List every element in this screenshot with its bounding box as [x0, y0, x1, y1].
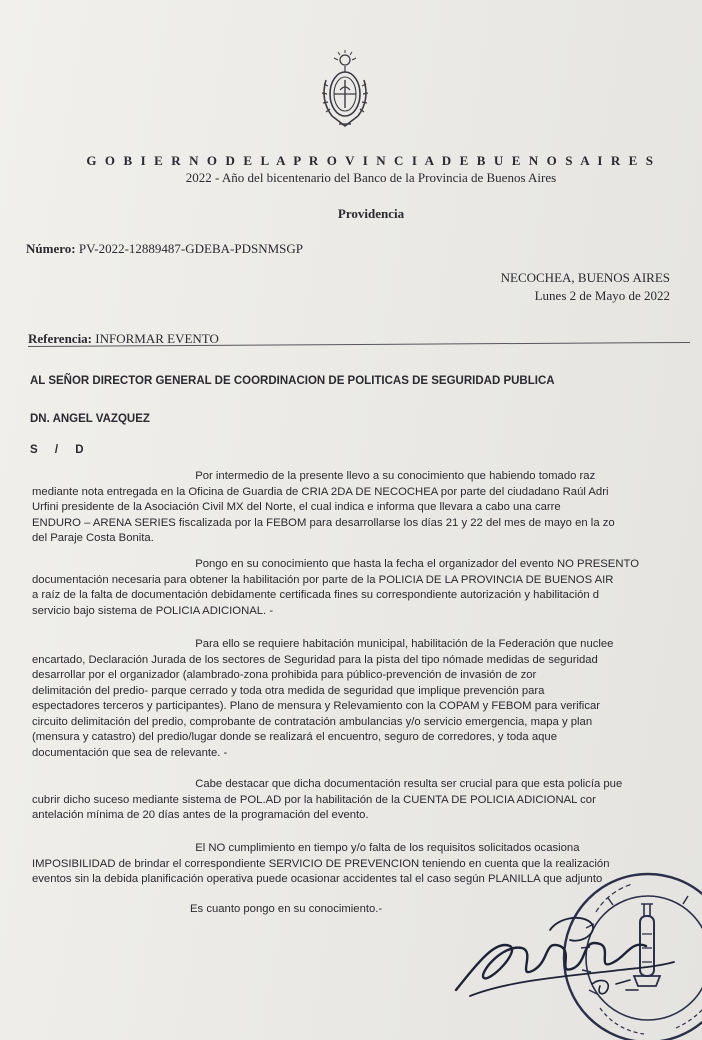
paragraph-line: cubrir dicho suceso mediante sistema de POL.AD por la habilitación de la CUENTA DE POLICIA ADICIONAL cor [32, 793, 596, 806]
reference-value: INFORMAR EVENTO [95, 331, 219, 346]
paragraph-line: Urfini presidente de la Asociación Civil MX del Norte, el cual indica e informa que llevara a cabo una carre [32, 501, 561, 513]
paragraph-line: documentación que sea de relevante. - [32, 746, 228, 759]
paragraph-line: del Paraje Costa Bonita. [32, 532, 154, 544]
paragraph-line: delimitación del predio- parque cerrado y toda otra medida de seguridad que implique prevención para [32, 684, 545, 697]
government-title: G O B I E R N O D E L A P R O V I N C I A D E B U E N O S A I R E S [86, 153, 656, 168]
paragraph-line: antelación mínima de 20 días antes de la programación del evento. [32, 809, 369, 821]
paragraph-3 [32, 637, 702, 761]
paragraph-line: documentación necesaria para obtener la habilitación por parte de la POLICIA DE LA PROVINCIA DE BUENOS AIR [32, 573, 614, 586]
paragraph-1 [32, 469, 702, 547]
paragraph-line: Por intermedio de la presente llevo a su conocimiento que habiendo tomado raz [32, 470, 596, 482]
paragraph-line: circuito delimitación del predio, comprobante de contratación ambulancias y/o servicio emergencia, mapa y plan [32, 715, 593, 728]
number-label: Número: [26, 241, 76, 256]
paragraph-line: ENDURO – ARENA SERIES fiscalizada por la FEBOM para desarrollarse los días 21 y 22 del mes de mayo en la zo [32, 516, 615, 529]
paragraph-2 [32, 557, 702, 619]
city-line: NECOCHEA, BUENOS AIRES [500, 270, 670, 285]
paragraph-line: encartado, Declaración Jurada de los sectores de Seguridad para la pista del tipo nómade medidas de seguridad [32, 653, 598, 666]
paragraph-line: (mensura y catastro) del predio/lugar donde se realizará el encuentro, seguro de corredores, y toda aque [32, 731, 557, 743]
document-number [26, 241, 303, 257]
paragraph-line: El NO cumplimiento en tiempo y/o falta de los requisitos solicitados ocasiona [32, 842, 580, 854]
paragraph-line: a raíz de la falta de documentación debidamente certificada fines su correspondiente autorización y habilitación d [32, 589, 600, 601]
paragraph-line: Cabe destacar que dicha documentación resulta ser crucial para que esta policía pue [32, 778, 623, 790]
paragraph-line: Pongo en su conocimiento que hasta la fecha el organizador del evento NO PRESENTO [32, 558, 639, 570]
sd-line: S / D [30, 444, 84, 456]
paragraph-line: servicio bajo sistema de POLICIA ADICIONAL. - [32, 604, 274, 617]
paragraph-line: eventos sin la debida planificación operativa puede ocasionar accidentes tal el caso según PLANILLA que adjunto [32, 873, 603, 885]
paragraph-line: Para ello se requiere habitación municipal, habilitación de la Federación que nuclee [32, 638, 614, 650]
closing-line: Es cuanto pongo en su conocimiento.- [190, 903, 383, 915]
reference-label: Referencia: [28, 331, 93, 346]
paragraph-line: espectadores terceros y participantes). Plano de mensura y Relevamiento con la COPAM y FEBOM para verificar [32, 700, 601, 712]
addressee: AL SEÑOR DIRECTOR GENERAL DE COORDINACION DE POLITICAS DE SEGURIDAD PUBLICA [30, 375, 555, 387]
government-subtitle: 2022 - Año del bicentenario del Banco de la Provincia de Buenos Aires [185, 170, 557, 185]
paragraph-line: mediante nota entregada en la Oficina de Guardia de CRIA 2DA DE NECOCHEA por parte del ciudadano Raúl Adri [32, 485, 609, 498]
crest-icon [314, 50, 376, 132]
document-type: Providencia [337, 206, 405, 221]
date-line: Lunes 2 de Mayo de 2022 [534, 288, 670, 303]
paragraph-line: desarrollar por el organizador (alambrado-zona prohibida para público-prevención de invasión de zor [32, 669, 537, 681]
number-value: PV-2022-12889487-GDEBA-PDSNMSGP [78, 241, 304, 256]
signature [450, 900, 680, 1010]
paragraph-4 [32, 777, 702, 824]
paragraph-line: IMPOSIBILIDAD de brindar el correspondiente SERVICIO DE PREVENCION teniendo en cuenta que la realización [32, 857, 610, 870]
recipient-name: DN. ANGEL VAZQUEZ [30, 413, 150, 425]
